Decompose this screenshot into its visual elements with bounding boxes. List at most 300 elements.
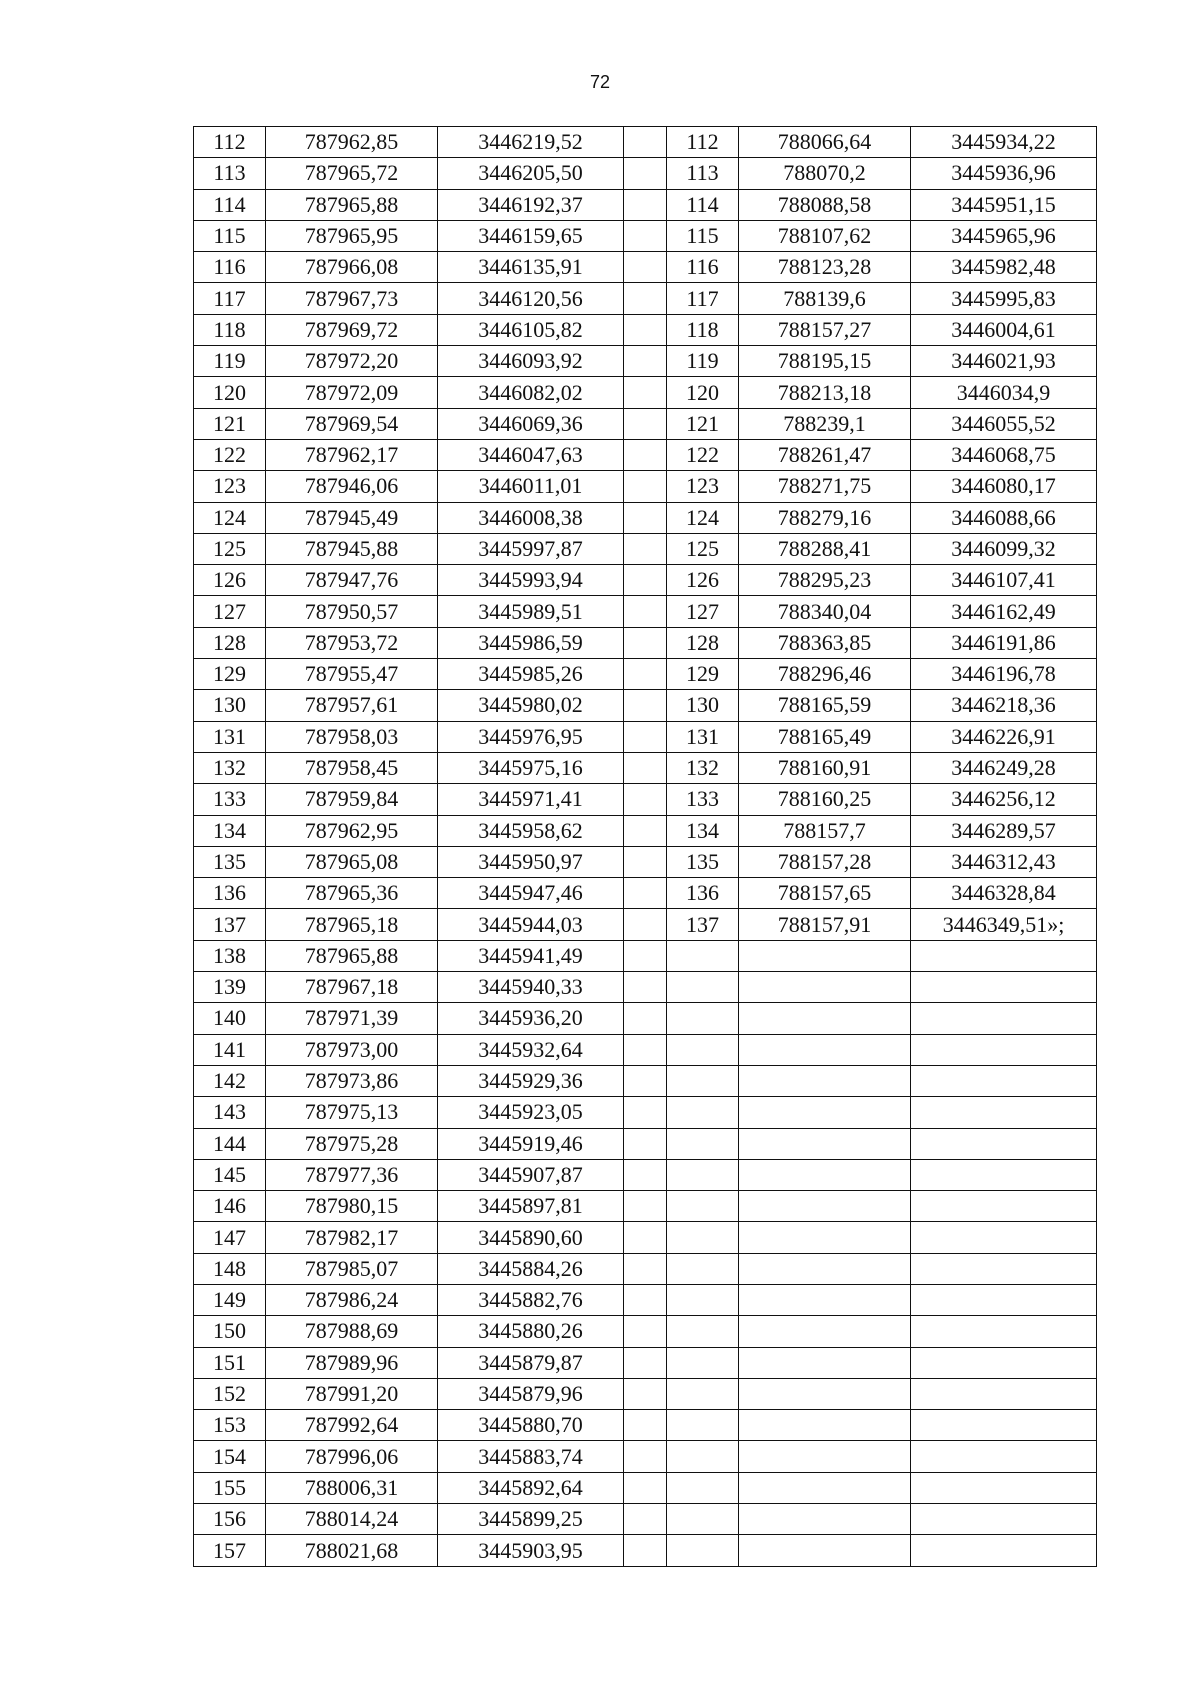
left-x-coordinate: 788014,24	[266, 1504, 438, 1535]
left-y-coordinate: 3446192,37	[438, 189, 624, 220]
right-x-coordinate	[739, 1003, 911, 1034]
table-row	[194, 721, 1097, 752]
column-gap	[624, 1316, 667, 1347]
column-gap	[624, 940, 667, 971]
right-y-coordinate: 3446088,66	[911, 502, 1097, 533]
table-row	[194, 1253, 1097, 1284]
left-x-coordinate: 787969,72	[266, 314, 438, 345]
left-point-number: 134	[194, 815, 266, 846]
left-point-number: 118	[194, 314, 266, 345]
left-point-number: 142	[194, 1065, 266, 1096]
column-gap	[624, 220, 667, 251]
right-y-coordinate: 3446162,49	[911, 596, 1097, 627]
column-gap	[624, 158, 667, 189]
right-x-coordinate: 788157,7	[739, 815, 911, 846]
right-x-coordinate: 788157,65	[739, 878, 911, 909]
column-gap	[624, 784, 667, 815]
left-y-coordinate: 3445897,81	[438, 1191, 624, 1222]
right-point-number: 134	[667, 815, 739, 846]
right-y-coordinate	[911, 1441, 1097, 1472]
right-point-number: 112	[667, 127, 739, 158]
coordinates-table-body	[194, 127, 1097, 1567]
left-y-coordinate: 3446120,56	[438, 283, 624, 314]
column-gap	[624, 1191, 667, 1222]
right-point-number	[667, 1316, 739, 1347]
right-y-coordinate: 3445951,15	[911, 189, 1097, 220]
table-row	[194, 1097, 1097, 1128]
left-point-number: 156	[194, 1504, 266, 1535]
table-row	[194, 1535, 1097, 1566]
table-row	[194, 471, 1097, 502]
right-point-number: 133	[667, 784, 739, 815]
column-gap	[624, 1034, 667, 1065]
table-row	[194, 627, 1097, 658]
table-row	[194, 1159, 1097, 1190]
right-y-coordinate: 3446249,28	[911, 752, 1097, 783]
left-point-number: 136	[194, 878, 266, 909]
table-row	[194, 1065, 1097, 1096]
right-point-number	[667, 1003, 739, 1034]
left-y-coordinate: 3446082,02	[438, 377, 624, 408]
right-point-number	[667, 1097, 739, 1128]
table-row	[194, 1222, 1097, 1253]
right-x-coordinate	[739, 1128, 911, 1159]
table-row	[194, 314, 1097, 345]
table-row	[194, 1191, 1097, 1222]
right-x-coordinate: 788157,91	[739, 909, 911, 940]
left-x-coordinate: 787965,88	[266, 189, 438, 220]
right-y-coordinate: 3446218,36	[911, 690, 1097, 721]
left-x-coordinate: 787966,08	[266, 252, 438, 283]
column-gap	[624, 127, 667, 158]
left-y-coordinate: 3445923,05	[438, 1097, 624, 1128]
right-y-coordinate: 3446349,51»;	[911, 909, 1097, 940]
left-point-number: 154	[194, 1441, 266, 1472]
column-gap	[624, 346, 667, 377]
left-x-coordinate: 787965,72	[266, 158, 438, 189]
left-point-number: 151	[194, 1347, 266, 1378]
column-gap	[624, 815, 667, 846]
right-y-coordinate	[911, 1003, 1097, 1034]
left-point-number: 146	[194, 1191, 266, 1222]
right-x-coordinate: 788165,59	[739, 690, 911, 721]
left-point-number: 124	[194, 502, 266, 533]
left-point-number: 150	[194, 1316, 266, 1347]
right-y-coordinate	[911, 1222, 1097, 1253]
right-y-coordinate: 3446068,75	[911, 439, 1097, 470]
right-x-coordinate	[739, 1097, 911, 1128]
right-point-number: 129	[667, 659, 739, 690]
right-y-coordinate: 3445982,48	[911, 252, 1097, 283]
left-point-number: 129	[194, 659, 266, 690]
table-row	[194, 220, 1097, 251]
left-point-number: 152	[194, 1378, 266, 1409]
left-y-coordinate: 3446093,92	[438, 346, 624, 377]
left-y-coordinate: 3445958,62	[438, 815, 624, 846]
left-x-coordinate: 787992,64	[266, 1410, 438, 1441]
left-x-coordinate: 788021,68	[266, 1535, 438, 1566]
right-x-coordinate: 788296,46	[739, 659, 911, 690]
right-x-coordinate: 788295,23	[739, 565, 911, 596]
left-x-coordinate: 787973,00	[266, 1034, 438, 1065]
column-gap	[624, 1535, 667, 1566]
right-point-number	[667, 1535, 739, 1566]
left-y-coordinate: 3445907,87	[438, 1159, 624, 1190]
right-y-coordinate	[911, 1191, 1097, 1222]
table-row	[194, 878, 1097, 909]
left-x-coordinate: 787962,17	[266, 439, 438, 470]
right-y-coordinate: 3446289,57	[911, 815, 1097, 846]
right-y-coordinate: 3446004,61	[911, 314, 1097, 345]
column-gap	[624, 565, 667, 596]
left-y-coordinate: 3445993,94	[438, 565, 624, 596]
left-point-number: 112	[194, 127, 266, 158]
left-point-number: 131	[194, 721, 266, 752]
right-y-coordinate: 3446080,17	[911, 471, 1097, 502]
right-y-coordinate: 3446034,9	[911, 377, 1097, 408]
right-x-coordinate: 788160,91	[739, 752, 911, 783]
left-y-coordinate: 3445976,95	[438, 721, 624, 752]
left-x-coordinate: 787972,20	[266, 346, 438, 377]
right-point-number: 115	[667, 220, 739, 251]
left-y-coordinate: 3445879,87	[438, 1347, 624, 1378]
left-y-coordinate: 3445899,25	[438, 1504, 624, 1535]
right-point-number: 128	[667, 627, 739, 658]
right-x-coordinate: 788157,28	[739, 846, 911, 877]
column-gap	[624, 1284, 667, 1315]
table-row	[194, 533, 1097, 564]
left-y-coordinate: 3446159,65	[438, 220, 624, 251]
right-y-coordinate	[911, 972, 1097, 1003]
left-y-coordinate: 3446008,38	[438, 502, 624, 533]
left-point-number: 153	[194, 1410, 266, 1441]
left-y-coordinate: 3445941,49	[438, 940, 624, 971]
column-gap	[624, 627, 667, 658]
right-point-number: 124	[667, 502, 739, 533]
table-row	[194, 815, 1097, 846]
column-gap	[624, 1410, 667, 1441]
left-y-coordinate: 3446069,36	[438, 408, 624, 439]
right-point-number: 136	[667, 878, 739, 909]
page-number: 72	[589, 72, 611, 92]
left-y-coordinate: 3445940,33	[438, 972, 624, 1003]
left-x-coordinate: 787965,95	[266, 220, 438, 251]
left-x-coordinate: 787967,73	[266, 283, 438, 314]
left-point-number: 144	[194, 1128, 266, 1159]
table-row	[194, 565, 1097, 596]
right-point-number: 135	[667, 846, 739, 877]
right-x-coordinate: 788160,25	[739, 784, 911, 815]
right-x-coordinate: 788239,1	[739, 408, 911, 439]
right-y-coordinate: 3445995,83	[911, 283, 1097, 314]
right-x-coordinate	[739, 1159, 911, 1190]
right-y-coordinate	[911, 1065, 1097, 1096]
left-point-number: 120	[194, 377, 266, 408]
right-point-number: 127	[667, 596, 739, 627]
right-point-number	[667, 1191, 739, 1222]
right-point-number	[667, 1284, 739, 1315]
right-x-coordinate	[739, 1472, 911, 1503]
right-point-number: 123	[667, 471, 739, 502]
right-x-coordinate	[739, 1065, 911, 1096]
right-point-number: 113	[667, 158, 739, 189]
left-y-coordinate: 3445975,16	[438, 752, 624, 783]
right-x-coordinate: 788165,49	[739, 721, 911, 752]
left-x-coordinate: 787962,95	[266, 815, 438, 846]
table-row	[194, 127, 1097, 158]
column-gap	[624, 752, 667, 783]
right-point-number: 118	[667, 314, 739, 345]
right-point-number: 116	[667, 252, 739, 283]
right-y-coordinate	[911, 1159, 1097, 1190]
table-row	[194, 1003, 1097, 1034]
right-x-coordinate: 788279,16	[739, 502, 911, 533]
table-row	[194, 439, 1097, 470]
left-x-coordinate: 787980,15	[266, 1191, 438, 1222]
column-gap	[624, 252, 667, 283]
right-y-coordinate: 3446328,84	[911, 878, 1097, 909]
table-row	[194, 1472, 1097, 1503]
table-row	[194, 596, 1097, 627]
right-y-coordinate	[911, 1128, 1097, 1159]
right-y-coordinate: 3446055,52	[911, 408, 1097, 439]
left-x-coordinate: 787969,54	[266, 408, 438, 439]
table-row	[194, 690, 1097, 721]
right-x-coordinate	[739, 1222, 911, 1253]
left-y-coordinate: 3445929,36	[438, 1065, 624, 1096]
right-y-coordinate: 3446256,12	[911, 784, 1097, 815]
right-y-coordinate: 3446312,43	[911, 846, 1097, 877]
table-row	[194, 158, 1097, 189]
right-x-coordinate: 788288,41	[739, 533, 911, 564]
left-point-number: 148	[194, 1253, 266, 1284]
column-gap	[624, 502, 667, 533]
right-point-number	[667, 1253, 739, 1284]
right-point-number	[667, 1065, 739, 1096]
right-x-coordinate: 788107,62	[739, 220, 911, 251]
left-y-coordinate: 3446135,91	[438, 252, 624, 283]
table-row	[194, 1034, 1097, 1065]
left-x-coordinate: 787972,09	[266, 377, 438, 408]
right-y-coordinate: 3446099,32	[911, 533, 1097, 564]
table-row	[194, 1284, 1097, 1315]
right-y-coordinate: 3446021,93	[911, 346, 1097, 377]
right-y-coordinate	[911, 1472, 1097, 1503]
left-x-coordinate: 787945,88	[266, 533, 438, 564]
right-point-number	[667, 1347, 739, 1378]
left-y-coordinate: 3445980,02	[438, 690, 624, 721]
left-point-number: 135	[194, 846, 266, 877]
right-point-number	[667, 1159, 739, 1190]
column-gap	[624, 1253, 667, 1284]
left-x-coordinate: 787958,45	[266, 752, 438, 783]
right-y-coordinate	[911, 1097, 1097, 1128]
left-point-number: 114	[194, 189, 266, 220]
right-y-coordinate: 3446226,91	[911, 721, 1097, 752]
table-row	[194, 1128, 1097, 1159]
right-point-number: 114	[667, 189, 739, 220]
right-y-coordinate: 3445934,22	[911, 127, 1097, 158]
right-point-number	[667, 1378, 739, 1409]
column-gap	[624, 408, 667, 439]
column-gap	[624, 972, 667, 1003]
right-y-coordinate	[911, 940, 1097, 971]
left-x-coordinate: 787958,03	[266, 721, 438, 752]
left-y-coordinate: 3445986,59	[438, 627, 624, 658]
right-x-coordinate	[739, 1316, 911, 1347]
left-point-number: 133	[194, 784, 266, 815]
table-row	[194, 1378, 1097, 1409]
right-point-number	[667, 1128, 739, 1159]
left-x-coordinate: 787988,69	[266, 1316, 438, 1347]
right-x-coordinate	[739, 1034, 911, 1065]
right-point-number: 125	[667, 533, 739, 564]
right-point-number	[667, 940, 739, 971]
column-gap	[624, 846, 667, 877]
left-point-number: 115	[194, 220, 266, 251]
right-x-coordinate	[739, 1191, 911, 1222]
right-x-coordinate	[739, 1504, 911, 1535]
column-gap	[624, 1472, 667, 1503]
left-y-coordinate: 3445879,96	[438, 1378, 624, 1409]
right-y-coordinate: 3446107,41	[911, 565, 1097, 596]
right-point-number: 132	[667, 752, 739, 783]
right-point-number: 126	[667, 565, 739, 596]
left-y-coordinate: 3445950,97	[438, 846, 624, 877]
table-row	[194, 846, 1097, 877]
left-x-coordinate: 787971,39	[266, 1003, 438, 1034]
right-point-number	[667, 1410, 739, 1441]
table-row	[194, 502, 1097, 533]
left-y-coordinate: 3445932,64	[438, 1034, 624, 1065]
left-y-coordinate: 3445883,74	[438, 1441, 624, 1472]
left-x-coordinate: 787965,88	[266, 940, 438, 971]
right-x-coordinate	[739, 940, 911, 971]
column-gap	[624, 1378, 667, 1409]
right-y-coordinate	[911, 1347, 1097, 1378]
left-y-coordinate: 3445947,46	[438, 878, 624, 909]
right-y-coordinate	[911, 1284, 1097, 1315]
table-row	[194, 189, 1097, 220]
column-gap	[624, 189, 667, 220]
left-x-coordinate: 787977,36	[266, 1159, 438, 1190]
left-x-coordinate: 787957,61	[266, 690, 438, 721]
left-x-coordinate: 787947,76	[266, 565, 438, 596]
left-point-number: 140	[194, 1003, 266, 1034]
table-row	[194, 1316, 1097, 1347]
right-x-coordinate: 788123,28	[739, 252, 911, 283]
left-x-coordinate: 787991,20	[266, 1378, 438, 1409]
column-gap	[624, 1097, 667, 1128]
left-point-number: 141	[194, 1034, 266, 1065]
left-point-number: 137	[194, 909, 266, 940]
left-y-coordinate: 3445944,03	[438, 909, 624, 940]
table-row	[194, 972, 1097, 1003]
right-point-number	[667, 1441, 739, 1472]
left-y-coordinate: 3446219,52	[438, 127, 624, 158]
left-point-number: 121	[194, 408, 266, 439]
column-gap	[624, 690, 667, 721]
left-point-number: 123	[194, 471, 266, 502]
left-y-coordinate: 3445880,26	[438, 1316, 624, 1347]
column-gap	[624, 1441, 667, 1472]
table-row	[194, 346, 1097, 377]
left-x-coordinate: 787965,18	[266, 909, 438, 940]
left-x-coordinate: 787950,57	[266, 596, 438, 627]
right-point-number: 130	[667, 690, 739, 721]
left-point-number: 149	[194, 1284, 266, 1315]
column-gap	[624, 596, 667, 627]
left-point-number: 119	[194, 346, 266, 377]
left-point-number: 113	[194, 158, 266, 189]
column-gap	[624, 1347, 667, 1378]
right-y-coordinate: 3445936,96	[911, 158, 1097, 189]
column-gap	[624, 314, 667, 345]
right-y-coordinate	[911, 1316, 1097, 1347]
left-point-number: 130	[194, 690, 266, 721]
column-gap	[624, 439, 667, 470]
left-x-coordinate: 787986,24	[266, 1284, 438, 1315]
right-x-coordinate: 788363,85	[739, 627, 911, 658]
left-x-coordinate: 787982,17	[266, 1222, 438, 1253]
left-y-coordinate: 3446047,63	[438, 439, 624, 470]
left-x-coordinate: 787965,08	[266, 846, 438, 877]
right-point-number: 122	[667, 439, 739, 470]
left-point-number: 157	[194, 1535, 266, 1566]
right-point-number	[667, 972, 739, 1003]
table-row	[194, 752, 1097, 783]
right-point-number	[667, 1472, 739, 1503]
column-gap	[624, 471, 667, 502]
right-y-coordinate: 3446191,86	[911, 627, 1097, 658]
left-x-coordinate: 787965,36	[266, 878, 438, 909]
table-row	[194, 909, 1097, 940]
table-row	[194, 283, 1097, 314]
left-y-coordinate: 3445989,51	[438, 596, 624, 627]
right-y-coordinate	[911, 1410, 1097, 1441]
left-point-number: 139	[194, 972, 266, 1003]
right-y-coordinate: 3445965,96	[911, 220, 1097, 251]
right-x-coordinate: 788261,47	[739, 439, 911, 470]
right-x-coordinate	[739, 1347, 911, 1378]
right-point-number: 120	[667, 377, 739, 408]
right-point-number	[667, 1504, 739, 1535]
right-x-coordinate: 788139,6	[739, 283, 911, 314]
right-x-coordinate: 788195,15	[739, 346, 911, 377]
left-y-coordinate: 3445880,70	[438, 1410, 624, 1441]
left-y-coordinate: 3445903,95	[438, 1535, 624, 1566]
table-row	[194, 784, 1097, 815]
left-y-coordinate: 3445890,60	[438, 1222, 624, 1253]
table-row	[194, 252, 1097, 283]
left-x-coordinate: 787946,06	[266, 471, 438, 502]
left-y-coordinate: 3445936,20	[438, 1003, 624, 1034]
left-point-number: 128	[194, 627, 266, 658]
right-y-coordinate	[911, 1253, 1097, 1284]
right-point-number	[667, 1034, 739, 1065]
left-x-coordinate: 787975,13	[266, 1097, 438, 1128]
left-point-number: 126	[194, 565, 266, 596]
left-y-coordinate: 3446205,50	[438, 158, 624, 189]
left-y-coordinate: 3445884,26	[438, 1253, 624, 1284]
right-point-number: 117	[667, 283, 739, 314]
table-row	[194, 408, 1097, 439]
left-y-coordinate: 3445997,87	[438, 533, 624, 564]
left-point-number: 117	[194, 283, 266, 314]
right-x-coordinate: 788157,27	[739, 314, 911, 345]
column-gap	[624, 377, 667, 408]
right-x-coordinate: 788066,64	[739, 127, 911, 158]
